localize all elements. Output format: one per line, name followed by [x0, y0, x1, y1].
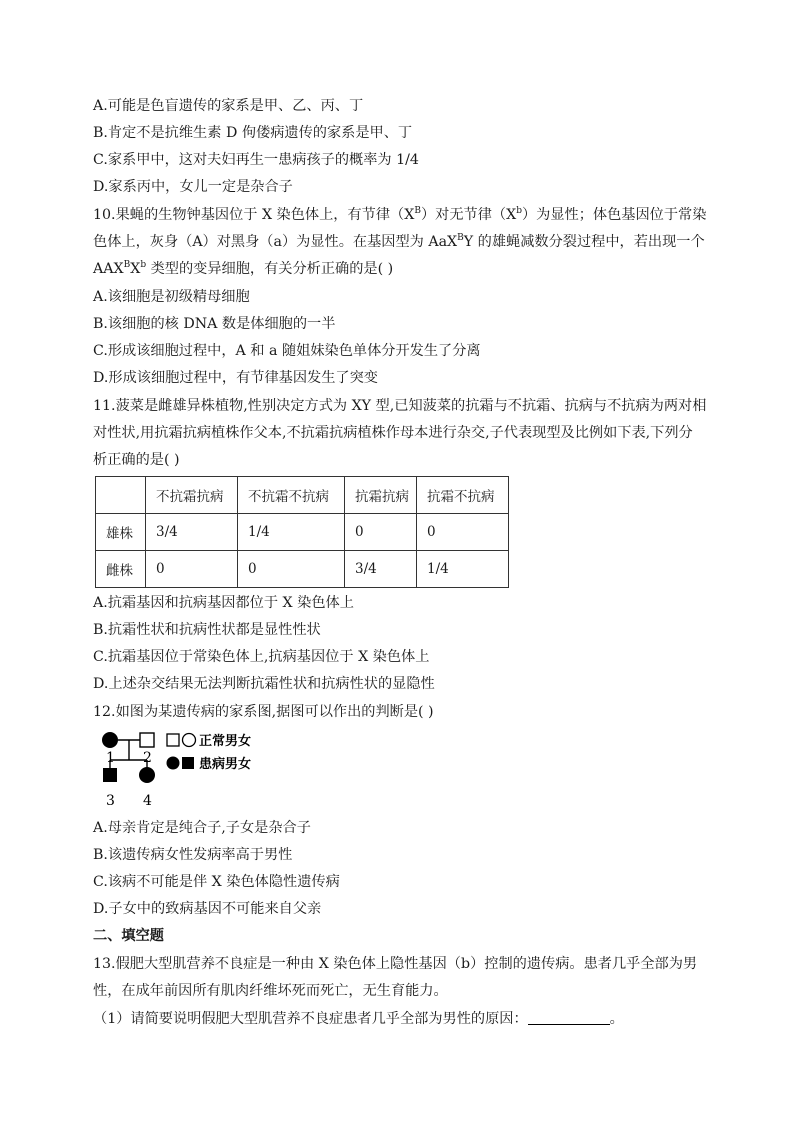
table-header-cell: 不抗霜不抗病: [238, 477, 345, 514]
q9-option-c: C.家系甲中，这对夫妇再生一患病孩子的概率为 1/4: [93, 152, 419, 168]
table-header-cell: [96, 477, 146, 514]
q9-option-b: B.肯定不是抗维生素 D 佝偻病遗传的家系是甲、丁: [93, 125, 413, 141]
q12-option-b: B.该遗传病女性发病率高于男性: [93, 847, 293, 863]
legend-affected-male-icon: [182, 757, 194, 769]
table-cell: 3/4: [345, 551, 417, 588]
q13-stem-line1: 13.假肥大型肌营养不良症是一种由 X 染色体上隐性基因（b）控制的遗传病。患者几乎全部为男: [93, 956, 698, 972]
q10-option-c: C.形成该细胞过程中，A 和 a 随姐妹染色单体分开发生了分离: [93, 343, 481, 359]
legend-affected-female-icon: [167, 757, 180, 770]
q11-stem-line1: 11.菠菜是雌雄异株植物,性别决定方式为 XY 型,已知菠菜的抗霜与不抗霜、抗病与不抗病为两对相: [93, 398, 707, 414]
table-cell: 0: [238, 551, 345, 588]
q11-results-table: [95, 476, 509, 588]
q11-stem-line2: 对性状,用抗霜抗病植株作父本,不抗霜抗病植株作母本进行杂交,子代表现型及比例如下表,下列分: [93, 425, 693, 441]
q13-sub1: （1）请简要说明假肥大型肌营养不良症患者几乎全部为男性的原因： 。: [93, 1011, 624, 1027]
q11-option-a: A.抗霜基因和抗病基因都位于 X 染色体上: [93, 595, 354, 611]
table-cell: 0: [146, 551, 238, 588]
q10-stem-line2: 色体上，灰身（A）对黑身（a）为显性。在基因型为 AaX$^B$Y 的雄蝇减数分裂过程中，若出现一个: [93, 233, 705, 250]
affected-male-symbol: [103, 768, 117, 782]
q12-stem: 12.如图为某遗传病的家系图,据图可以作出的判断是( ): [93, 704, 434, 720]
q10-stem-line1: 10.果蝇的生物钟基因位于 X 染色体上，有节律$(X^B)$对无节律$(X^b)$为显性；体色基因位于常染: [93, 206, 707, 223]
q13-stem-line2: 性，在成年前因所有肌肉纤维坏死而死亡，无生育能力。: [93, 983, 448, 999]
legend-normal-female-icon: [183, 734, 196, 747]
affected-female-symbol: [102, 732, 118, 748]
q11-option-d: D.上述杂交结果无法判断抗霜性状和抗病性状的显隐性: [93, 676, 435, 692]
table-header-cell: 抗霜不抗病: [417, 477, 509, 514]
q11-option-c: C.抗霜基因位于常染色体上,抗病基因位于 X 染色体上: [93, 649, 430, 665]
q12-option-a: A.母亲肯定是纯合子,子女是杂合子: [93, 820, 311, 836]
q9-option-d: D.家系丙中，女儿一定是杂合子: [93, 179, 293, 195]
pedigree-diagram: [95, 730, 295, 812]
table-cell: 雌株: [96, 551, 146, 588]
q10-stem-line3: $AAX^BX^b$ 类型的变异细胞，有关分析正确的是( ): [93, 260, 394, 277]
table-row: [96, 514, 509, 551]
table-row: [96, 551, 509, 588]
q12-option-c: C.该病不可能是伴 X 染色体隐性遗传病: [93, 874, 340, 890]
q11-option-b: B.抗霜性状和抗病性状都是显性性状: [93, 622, 321, 638]
table-header-cell: 抗霜抗病: [345, 477, 417, 514]
section-title: 二、填空题: [93, 928, 164, 944]
affected-female-symbol: [139, 767, 155, 783]
q9-option-a: A.可能是色盲遗传的家系是甲、乙、丙、丁: [93, 98, 364, 114]
pedigree-number: 1: [106, 750, 115, 766]
table-cell: 1/4: [238, 514, 345, 551]
table-cell: 1/4: [417, 551, 509, 588]
table-cell: 雄株: [96, 514, 146, 551]
q10-option-d: D.形成该细胞过程中，有节律基因发生了突变: [93, 370, 378, 386]
answer-blank[interactable]: [528, 1010, 610, 1025]
q10-option-b: B.该细胞的核 DNA 数是体细胞的一半: [93, 316, 336, 332]
legend-normal-male-icon: [167, 734, 179, 746]
table-cell: 0: [417, 514, 509, 551]
pedigree-number: 2: [143, 750, 152, 766]
pedigree-number: 3: [106, 793, 115, 809]
table-cell: 3/4: [146, 514, 238, 551]
table-cell: 0: [345, 514, 417, 551]
q11-stem-line3: 析正确的是( ): [93, 452, 180, 468]
table-header-row: [96, 477, 509, 514]
table-header-cell: 不抗霜抗病: [146, 477, 238, 514]
q12-option-d: D.子女中的致病基因不可能来自父亲: [93, 901, 322, 917]
normal-male-symbol: [140, 733, 154, 747]
pedigree-number: 4: [143, 793, 152, 809]
q10-option-a: A.该细胞是初级精母细胞: [93, 289, 250, 305]
legend-affected-label: 患病男女: [199, 757, 252, 772]
legend-normal-label: 正常男女: [199, 734, 252, 749]
